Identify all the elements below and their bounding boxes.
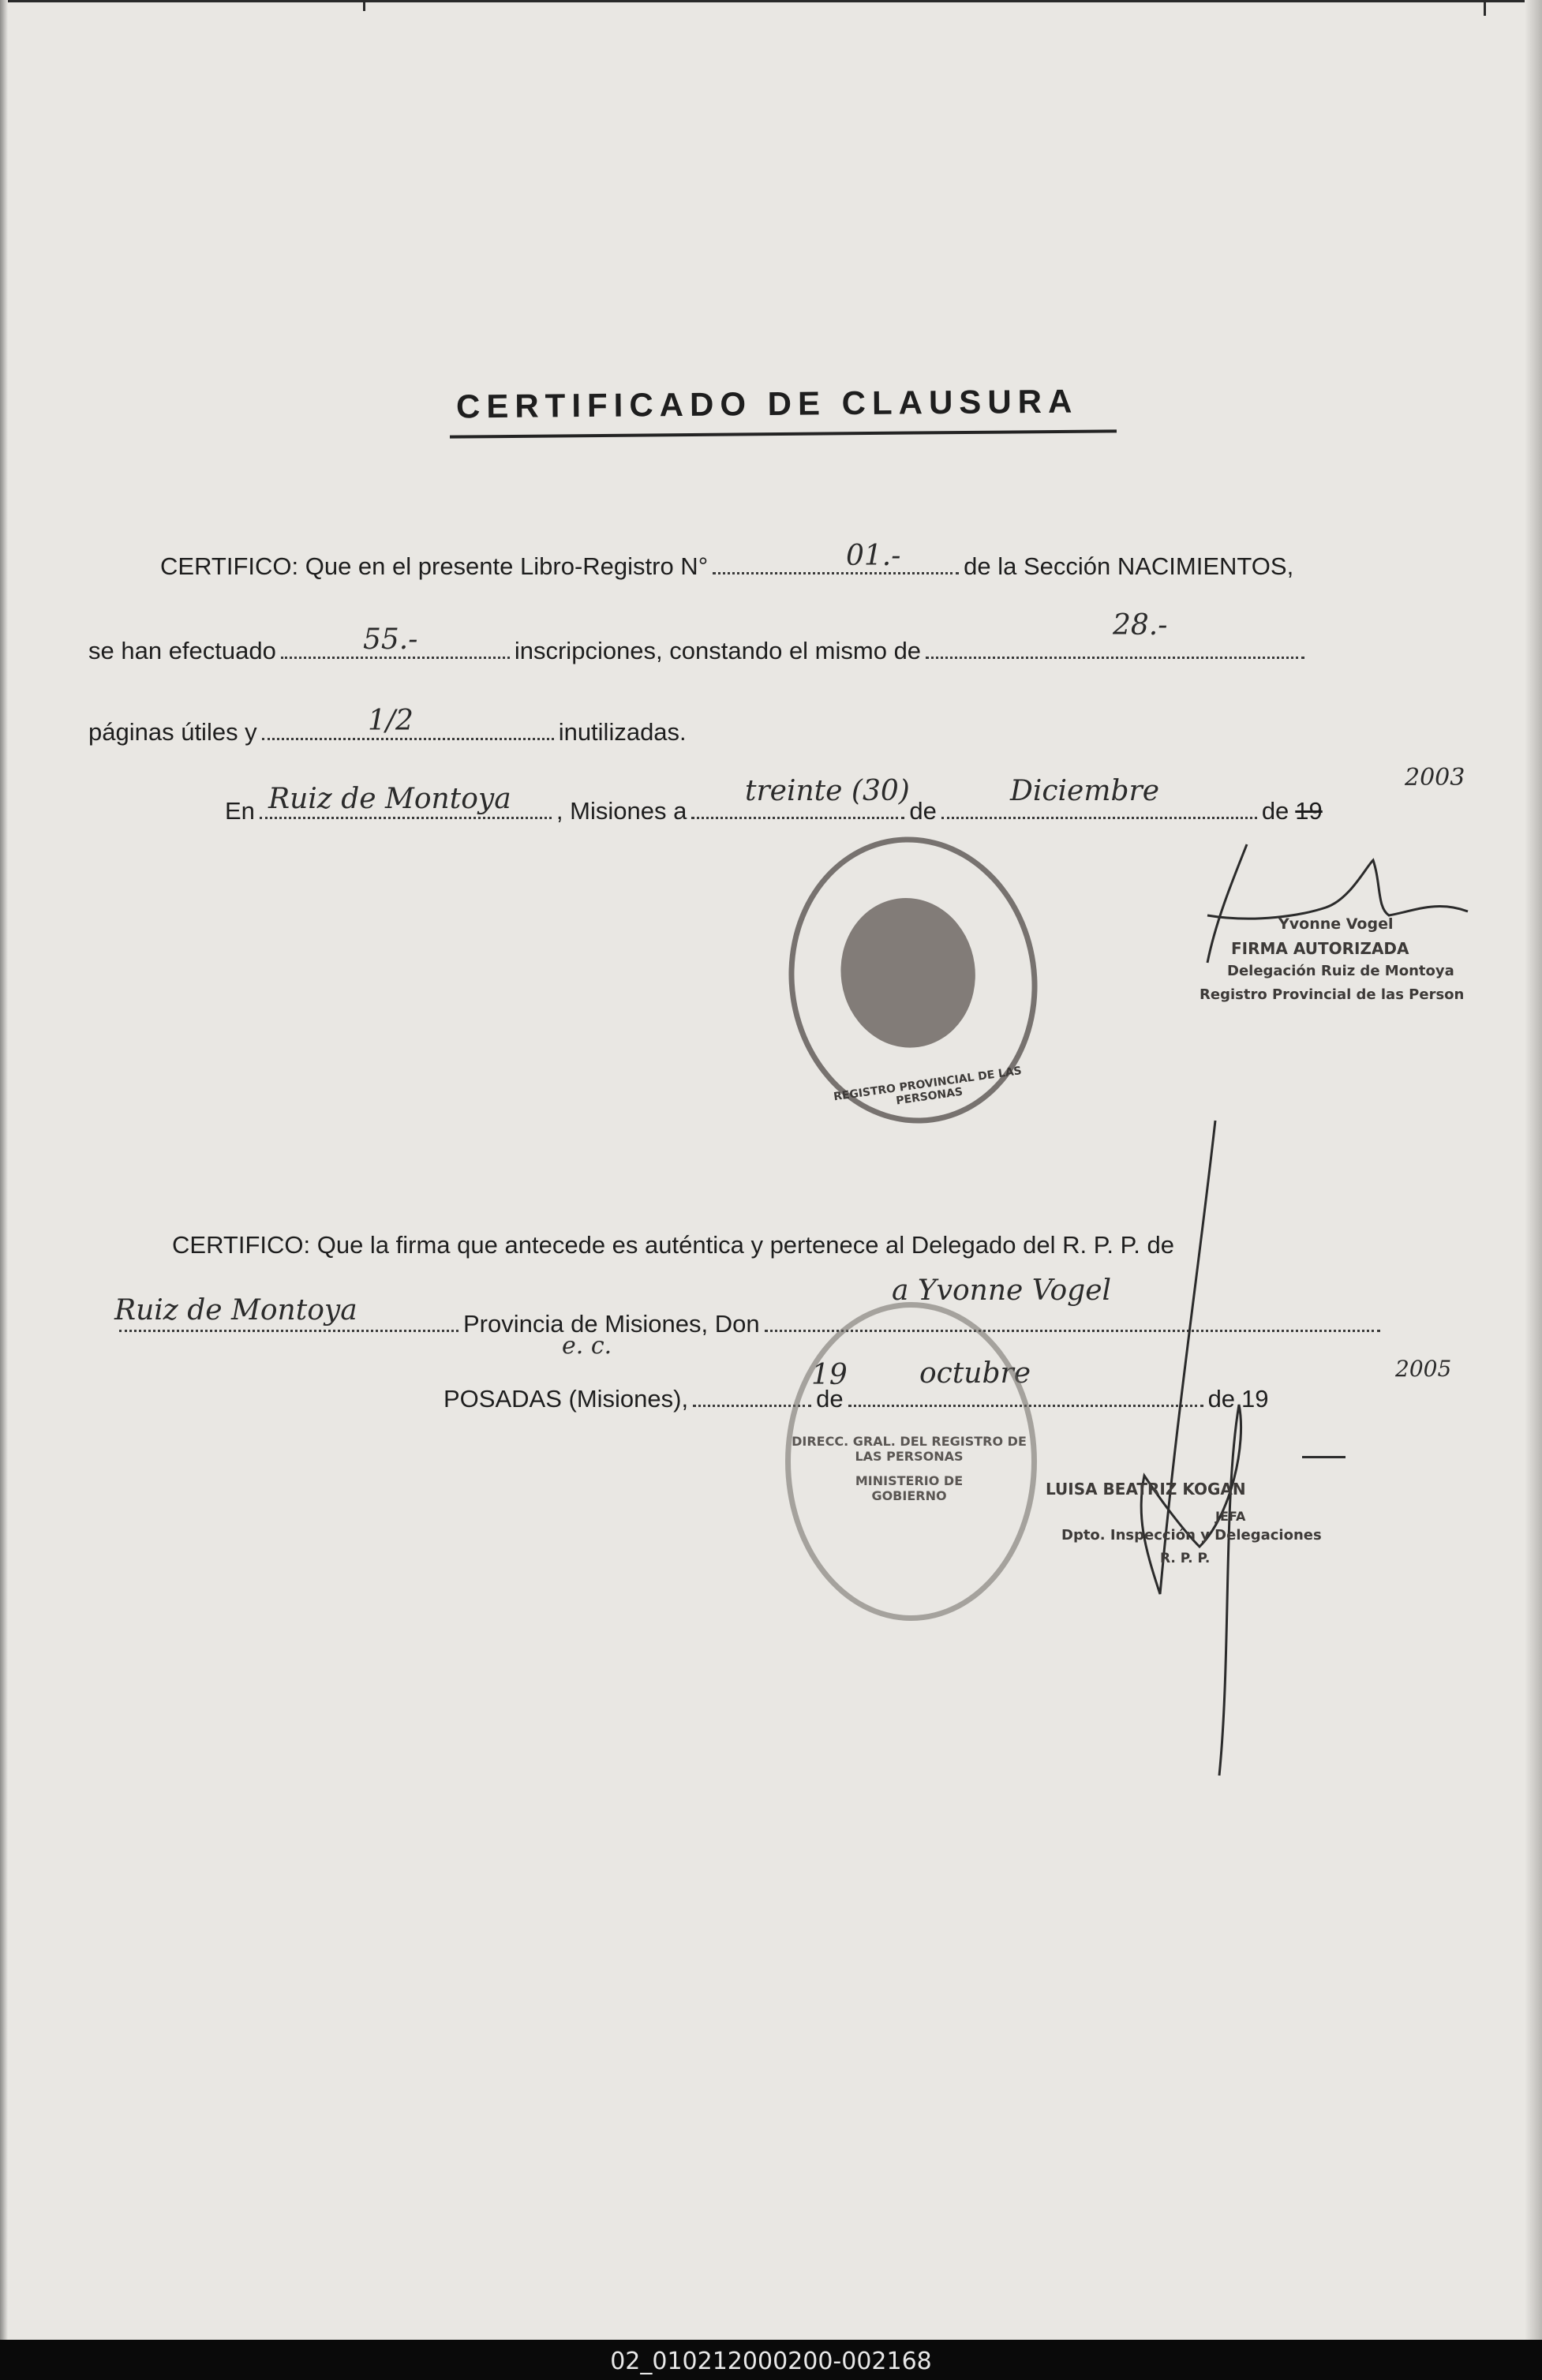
footer-image-code: 02_010212000200-002168 <box>610 2348 932 2375</box>
seal-emblem-icon <box>831 889 985 1057</box>
title-underline <box>450 429 1117 438</box>
para2-line2-text: Provincia de Misiones, Don <box>463 1310 760 1338</box>
para1-line1-text-a: CERTIFICO: Que en el presente Libro-Registro N° <box>160 552 709 580</box>
seal-1-ring-text: REGISTRO PROVINCIAL DE LAS PERSONAS <box>833 1065 1023 1108</box>
handwritten-void-pages: 1/2 <box>368 705 414 737</box>
round-seal-1 <box>770 821 1056 1139</box>
para1-line4-de2: de <box>1261 797 1289 825</box>
handwritten-name-sub: e. c. <box>562 1332 612 1360</box>
stamp1-sig-name: Yvonne Vogel <box>1278 915 1394 933</box>
dotted-field <box>941 810 1257 819</box>
round-seal-2 <box>785 1302 1037 1621</box>
para1-line4-de: de <box>909 797 937 825</box>
paper-left-shadow <box>0 0 8 2340</box>
handwritten-year: 2003 <box>1405 764 1465 791</box>
stamp1-title1: FIRMA AUTORIZADA <box>1231 939 1409 958</box>
dotted-field <box>926 650 1304 659</box>
top-edge-mark-right <box>1484 0 1486 16</box>
para1-line1 <box>160 552 1293 581</box>
stamp2-role3: R. P. P. <box>1160 1551 1211 1566</box>
signature-dash <box>1302 1456 1346 1458</box>
para1-line2-text-a: se han efectuado <box>88 637 276 664</box>
handwritten-place: Ruiz de Montoya <box>268 783 511 815</box>
para2-line3-de2: de <box>1207 1385 1236 1413</box>
para1-line3-text-a: páginas útiles y <box>88 718 257 746</box>
top-edge-line <box>0 0 1542 2</box>
stamp2-role2: Dpto. Inspección y Delegaciones <box>1061 1527 1322 1544</box>
seal-2-inner-text: MINISTERIO DE GOBIERNO <box>855 1473 964 1503</box>
para2-line3-text-a: POSADAS (Misiones), <box>444 1385 689 1413</box>
para1-line4-mid: , Misiones a <box>556 797 687 825</box>
handwritten-year-2: 2005 <box>1395 1356 1452 1382</box>
paper-right-shadow <box>1525 0 1542 2340</box>
handwritten-month: Diciembre <box>1010 775 1160 807</box>
dotted-field <box>713 566 959 574</box>
para1-line2-text-b: inscripciones, constando el mismo de <box>514 637 922 664</box>
para2-line3-de: de <box>816 1385 844 1413</box>
para2-line1-text: CERTIFICO: Que la firma que antecede es auténtica y pertenece al Delegado del R. P. P. de <box>172 1231 1175 1259</box>
handwritten-registry-number: 01.- <box>846 540 901 572</box>
para2-line1 <box>172 1231 1174 1259</box>
handwritten-pages-count: 28.- <box>1113 609 1168 642</box>
para1-line3-text-b: inutilizadas. <box>558 718 687 746</box>
handwritten-month-2: octubre <box>919 1357 1031 1390</box>
seal-2-ring-text: DIRECC. GRAL. DEL REGISTRO DE LAS PERSONAS <box>792 1434 1027 1464</box>
handwritten-inscriptions-count: 55.- <box>363 623 418 656</box>
handwritten-delegate-name: a Yvonne Vogel <box>892 1274 1112 1307</box>
handwritten-place-2: Ruiz de Montoya <box>114 1294 357 1327</box>
dotted-field <box>691 810 904 819</box>
para1-line4-year-printed: 19 <box>1295 797 1323 825</box>
para2-line3-year-printed: 19 <box>1241 1385 1269 1413</box>
handwritten-day-2: 19 <box>811 1359 848 1391</box>
stamp2-name: LUISA BEATRIZ KOGAN <box>1046 1480 1246 1499</box>
stamp2-role1: JEFA <box>1215 1509 1246 1524</box>
handwritten-day: treinte (30) <box>745 775 910 807</box>
stamp1-title3: Registro Provincial de las Person <box>1200 986 1465 1003</box>
para1-line4-en: En <box>225 797 255 825</box>
para1-line1-text-b: de la Sección NACIMIENTOS, <box>964 552 1294 580</box>
stamp1-title2: Delegación Ruiz de Montoya <box>1227 963 1454 979</box>
signature-2-icon <box>1113 1105 1286 1783</box>
page-title: CERTIFICADO DE CLAUSURA <box>455 382 1079 425</box>
